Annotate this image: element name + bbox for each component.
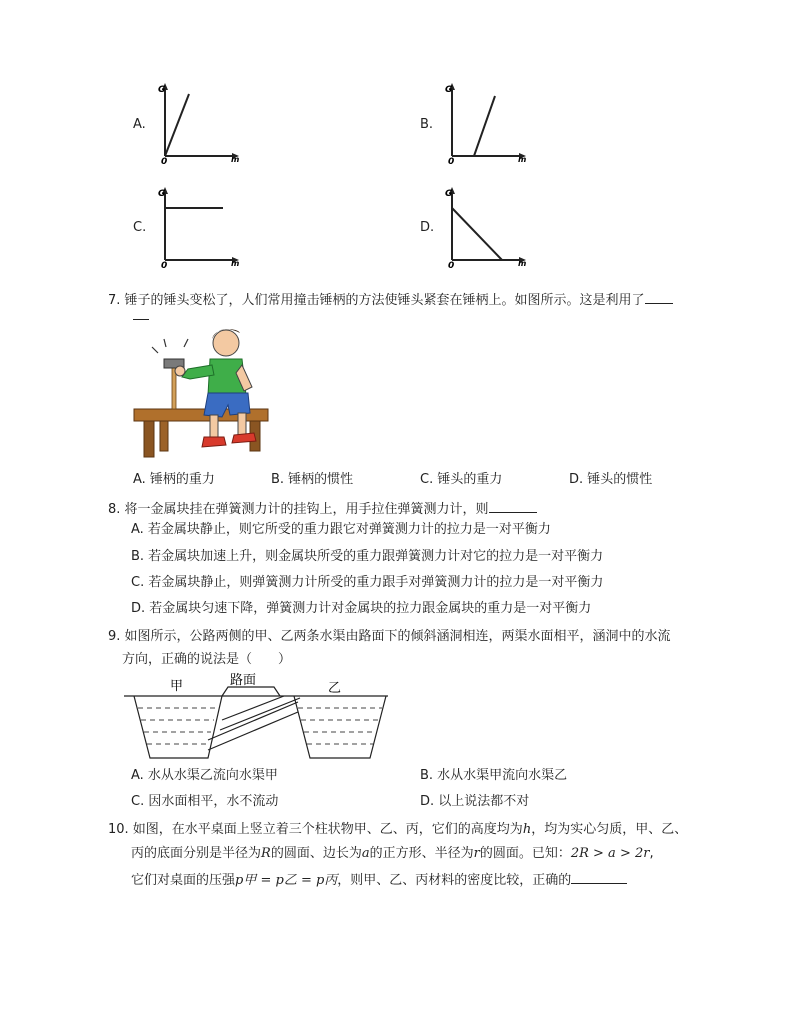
q10-line1-a: 10. 如图，在水平桌面上竖立着三个柱状物甲、乙、丙，它们的高度均为: [108, 822, 523, 837]
canal-right-label: 乙: [328, 681, 342, 696]
q8-text: 8. 将一金属块挂在弹簧测力计的挂钩上，用手拉住弹簧测力计，则: [108, 502, 489, 517]
q10-line2-e: ,: [649, 846, 654, 861]
q9-text-line2: 方向，正确的说法是（ ）: [122, 652, 292, 667]
graph-a-y-label: G: [158, 85, 166, 95]
graph-a-origin: 0: [161, 157, 168, 164]
graph-b: [442, 82, 534, 164]
q7-option-d: D. 锤头的惯性: [569, 472, 653, 487]
q10-blank: [571, 869, 627, 884]
q7-blank-part1: [645, 289, 673, 304]
hammer-illustration: [130, 325, 270, 460]
q7-option-a: A. 锤柄的重力: [133, 472, 215, 487]
graph-b-x-label: m: [518, 155, 527, 164]
graph-a: [155, 82, 245, 164]
q8-option-c: C. 若金属块静止，则弹簧测力计所受的重力跟手对弹簧测力计的拉力是一对平衡力: [131, 575, 604, 590]
q9-option-c: C. 因水面相平，水不流动: [131, 794, 279, 809]
q10-line2: [131, 845, 654, 863]
q10-var-h: h: [522, 822, 532, 837]
graph-c-label: C.: [133, 220, 147, 235]
graph-d-origin: 0: [448, 261, 455, 268]
q9-option-d: D. 以上说法都不对: [420, 794, 530, 809]
q10-line3-a: 它们对桌面的压强: [131, 873, 236, 888]
q8-option-d: D. 若金属块匀速下降，弹簧测力计对金属块的拉力跟金属块的重力是一对平衡力: [131, 601, 592, 616]
q7-option-c: C. 锤头的重力: [420, 472, 503, 487]
q10-line3: [131, 869, 627, 890]
q10-line2-d: 的圆面。已知：: [479, 846, 571, 861]
graph-d-y-label: G: [445, 189, 453, 199]
canal-culvert-diagram: [124, 670, 394, 768]
q10-line2-b: 的圆面、边长为: [270, 846, 362, 861]
q10-var-R: R: [261, 846, 271, 861]
q10-var-a: a: [361, 846, 370, 861]
q7-text: 7. 锤子的锤头变松了，人们常用撞击锤柄的方法使锤头紧套在锤柄上。如图所示。这是利用了: [108, 293, 645, 308]
q8-question: [108, 498, 537, 519]
graph-c-x-label: m: [231, 259, 240, 268]
graph-c-y-label: G: [158, 189, 166, 199]
canal-left-label: 甲: [170, 679, 184, 694]
q7-question: [108, 289, 673, 310]
q7-blank-part2: [133, 319, 149, 320]
graph-d-label: D.: [420, 220, 435, 235]
q10-line3-b: ，则甲、乙、丙材料的密度比较，正确的: [337, 873, 572, 888]
q10-line2-a: 丙的底面分别是半径为: [131, 846, 262, 861]
q10-line1: [108, 821, 687, 839]
graph-d-x-label: m: [518, 259, 527, 268]
graph-a-label: A.: [133, 117, 146, 132]
q8-option-a: A. 若金属块静止，则它所受的重力跟它对弹簧测力计的拉力是一对平衡力: [131, 522, 551, 537]
graph-c: [155, 186, 245, 268]
q9-text-line1: 9. 如图所示，公路两侧的甲、乙两条水渠由路面下的倾斜涵洞相连，两渠水面相平，涵洞中的水流: [108, 629, 671, 644]
q10-line2-c: 的正方形、半径为: [369, 846, 474, 861]
q8-option-b: B. 若金属块加速上升，则金属块所受的重力跟弹簧测力计对它的拉力是一对平衡力: [131, 549, 604, 564]
q10-inequality: 2R > a > 2r: [570, 846, 650, 861]
q8-blank: [489, 498, 537, 513]
road-label: 路面: [230, 673, 257, 688]
q10-var-r: r: [473, 846, 480, 861]
graph-b-y-label: G: [445, 85, 453, 95]
graph-b-origin: 0: [448, 157, 455, 164]
graph-c-origin: 0: [161, 261, 168, 268]
graph-d: [442, 186, 534, 268]
q10-line1-b: ，均为实心匀质，甲、乙、: [531, 822, 688, 837]
q10-pressure-equation: p甲 = p乙 = p丙: [235, 873, 338, 888]
graph-b-label: B.: [420, 117, 434, 132]
q7-option-b: B. 锤柄的惯性: [271, 472, 354, 487]
q9-option-a: A. 水从水渠乙流向水渠甲: [131, 768, 278, 783]
q9-option-b: B. 水从水渠甲流向水渠乙: [420, 768, 568, 783]
graph-a-x-label: m: [231, 155, 240, 164]
